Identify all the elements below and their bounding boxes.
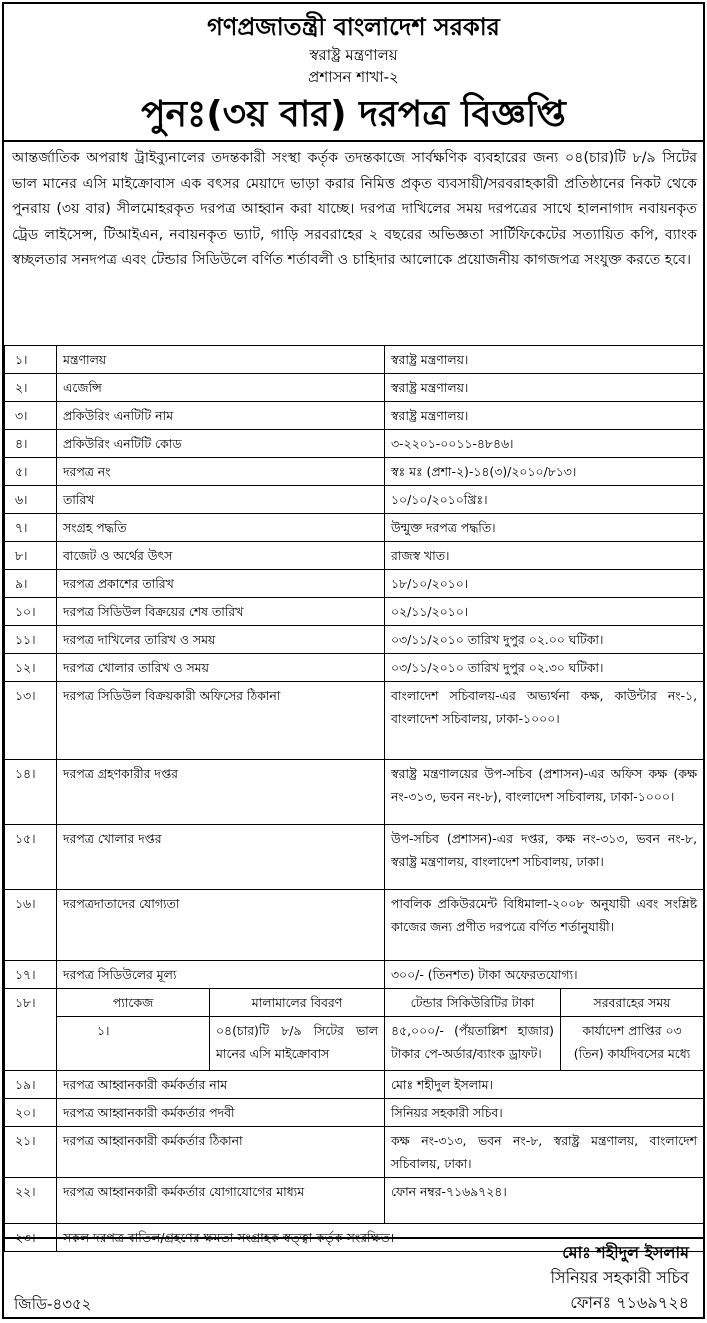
row-value: ০৩/১১/২০১০ তারিখ দুপুর ০২.০০ ঘটিকা। [385, 626, 704, 654]
table-row [5, 486, 704, 514]
gd-number: জিডি-৪৩৫২ [14, 1295, 92, 1313]
row-value: স্বঃ মঃ (প্রশা-২)-১৪(৩)/২০১০/৮১৩। [385, 458, 704, 486]
row-number: ২০। [5, 1099, 57, 1127]
row-number: ১০। [5, 598, 57, 626]
table-row [5, 989, 704, 1017]
row-label: দরপত্র নং [57, 458, 385, 486]
row-number: ১। [5, 346, 57, 374]
row-number: ৪। [5, 430, 57, 458]
row-value: ফোন নম্বর-৭১৬৯৭২৪। [385, 1178, 704, 1224]
row-number: ৬। [5, 486, 57, 514]
row-label: দরপত্র আহ্বানকারী কর্মকর্তার ঠিকানা [57, 1127, 385, 1178]
row-value: উন্মুক্ত দরপত্র পদ্ধতি। [385, 514, 704, 542]
row-label: মন্ত্রণালয় [57, 346, 385, 374]
row-label: দরপত্র সিডিউল বিক্রয়কারী অফিসের ঠিকানা [57, 682, 385, 760]
row-number: ৮। [5, 542, 57, 570]
table-row [5, 458, 704, 486]
table-row [5, 1099, 704, 1127]
table-row [5, 374, 704, 402]
table-row [5, 430, 704, 458]
row-value: সিনিয়র সহকারী সচিব। [385, 1099, 704, 1127]
row-number: ১৯। [5, 1071, 57, 1099]
row-value: মোঃ শহীদুল ইসলাম। [385, 1071, 704, 1099]
row-number: ২। [5, 374, 57, 402]
row-text: সকল দরপত্র বাতিল/গ্রহণের ক্ষমতা সংগ্রাহক স্বত্ত্বা কর্তৃক সংরক্ষিত। [57, 1224, 704, 1252]
page-title: পুনঃ(৩য় বার) দরপত্র বিজ্ঞপ্তি [141, 94, 566, 135]
signatory-phone: ফোনঃ ৭১৬৯৭২৪ [570, 1293, 689, 1312]
row-number: ১৫। [5, 825, 57, 890]
row-number: ১১। [5, 626, 57, 654]
row-number: ১৬। [5, 890, 57, 961]
row-value: ১৮/১০/২০১০। [385, 570, 704, 598]
intro-paragraph: আন্তর্জাতিক অপরাধ ট্রাইব্যুনালের তদন্তকারী সংস্থা কর্তৃক তদন্তকাজে সার্বক্ষণিক ব্যবহারের জন্য ০৪(চার)টি ৮/৯ সিটের ভাল মানের এসি মাইক্রোবাস এক বৎসর মেয়াদে ভাড়া করার নিমিত্ত প্রকৃত ব্যবসায়ী/সরবরাহকারী প্রতিষ্ঠানের নিকট থেকে পুনরায় (৩য় বার) সীলমোহরকৃত দরপত্র আহ্বান করা যাচ্ছে। দরপত্র দাখিলের সময় দরপত্রের সাথে হালনাগাদ নবায়নকৃত ট্রেড লাইসেন্স, টিআইএন, নবায়নকৃত ভ্যাট, গাড়ি সরবরাহের ২ বছরের অভিজ্ঞতা সার্টিফিকেটের সত্যায়িত কপি, ব্যাংক স্বচ্ছলতার সনদপত্র এবং টেন্ডার সিডিউলে বর্ণিত শর্তাবলী ও চাহিদার আলোকে প্রয়োজনীয় কাগজপত্র সংযুক্ত করতে হবে। [4, 140, 703, 345]
table-row [5, 760, 704, 825]
tender-notice [2, 2, 705, 1319]
row-label: সংগ্রহ পদ্ধতি [57, 514, 385, 542]
package-delivery: কার্যাদেশ প্রাপ্তির ০৩ (তিন) কার্যদিবসের মধ্যে [561, 1017, 704, 1071]
government-name: গণপ্রজাতন্ত্রী বাংলাদেশ সরকার [207, 13, 500, 41]
package-description: ০৪(চার)টি ৮/৯ সিটের ভাল মানের এসি মাইক্রোবাস [210, 1017, 385, 1071]
row-number: ২২। [5, 1178, 57, 1224]
signature-block [550, 1241, 689, 1315]
row-value: কক্ষ নং-৩১৩, ভবন নং-৮, স্বরাষ্ট্র মন্ত্রণালয়, বাংলাদেশ সচিবালয়, ঢাকা। [385, 1127, 704, 1178]
table-row [5, 654, 704, 682]
row-value: পাবলিক প্রকিউরমেন্ট বিধিমালা-২০০৮ অনুযায়ী এবং সংশ্লিষ্ট কাজের জন্য প্রণীত দরপত্রে বর্ণিত শর্তানুযায়ী। [385, 890, 704, 961]
row-number: ৯। [5, 570, 57, 598]
row-value: উপ-সচিব (প্রশাসন)-এর দপ্তর, কক্ষ নং-৩১৩, ভবন নং-৮, স্বরাষ্ট্র মন্ত্রণালয়, বাংলাদেশ সচিবালয়, ঢাকা। [385, 825, 704, 890]
row-label: দরপত্র আহ্বানকারী কর্মকর্তার যোগাযোগের মাধ্যম [57, 1178, 385, 1224]
table-row [5, 542, 704, 570]
row-number: ১৮। [5, 989, 57, 1071]
table-row [5, 890, 704, 961]
row-label: প্রকিউরিং এনটিটি নাম [57, 402, 385, 430]
table-row [5, 1017, 704, 1071]
row-number: ৭। [5, 514, 57, 542]
row-label: দরপত্র খোলার দপ্তর [57, 825, 385, 890]
table-row [5, 1127, 704, 1178]
row-label: দরপত্র খোলার তারিখ ও সময় [57, 654, 385, 682]
row-value: ৩-২২০১-০০১১-৪৮৪৬। [385, 430, 704, 458]
row-label: দরপত্র আহ্বানকারী কর্মকর্তার পদবী [57, 1099, 385, 1127]
table-row [5, 346, 704, 374]
row-number: ১৪। [5, 760, 57, 825]
row-value: স্বরাষ্ট্র মন্ত্রণালয়ের উপ-সচিব (প্রশাসন)-এর অফিস কক্ষ (কক্ষ নং-৩১৩, ভবন নং-৮), বাংলাদেশ সচিবালয়, ঢাকা-১০০০। [385, 760, 704, 825]
row-number: ২৩। [5, 1224, 57, 1252]
row-value: স্বরাষ্ট্র মন্ত্রণালয়। [385, 402, 704, 430]
row-label: দরপত্র আহ্বানকারী কর্মকর্তার নাম [57, 1071, 385, 1099]
table-row [5, 825, 704, 890]
tender-table [4, 345, 704, 1252]
row-number: ১৩। [5, 682, 57, 760]
row-value: রাজস্ব খাত। [385, 542, 704, 570]
row-value: ০২/১১/২০১০। [385, 598, 704, 626]
table-row [5, 682, 704, 760]
security-header: টেন্ডার সিকিউরিটির টাকা [385, 989, 561, 1017]
row-label: দরপত্র প্রকাশের তারিখ [57, 570, 385, 598]
delivery-header: সরবরাহের সময় [561, 989, 704, 1017]
row-label: তারিখ [57, 486, 385, 514]
row-number: ১২। [5, 654, 57, 682]
description-header: মালামালের বিবরণ [210, 989, 385, 1017]
table-row [5, 514, 704, 542]
table-row [5, 1071, 704, 1099]
signatory-designation: সিনিয়র সহকারী সচিব [550, 1268, 689, 1287]
row-label: দরপত্র সিডিউলের মূল্য [57, 961, 385, 989]
row-label: বাজেট ও অর্থের উৎস [57, 542, 385, 570]
table-row [5, 570, 704, 598]
package-number: ১। [57, 1017, 210, 1071]
package-header: প্যাকেজ [57, 989, 210, 1017]
row-number: ৫। [5, 458, 57, 486]
row-label: দরপত্র সিডিউল বিক্রয়ের শেষ তারিখ [57, 598, 385, 626]
row-value: স্বরাষ্ট্র মন্ত্রণালয়। [385, 346, 704, 374]
footer-divider [4, 1237, 703, 1239]
row-value: ৩০০/- (তিনশত) টাকা অফেরতযোগ্য। [385, 961, 704, 989]
row-number: ২১। [5, 1127, 57, 1178]
row-value: বাংলাদেশ সচিবালয়-এর অভ্যর্থনা কক্ষ, কাউন্টার নং-১, বাংলাদেশ সচিবালয়, ঢাকা-১০০০। [385, 682, 704, 760]
row-label: এজেন্সি [57, 374, 385, 402]
row-value: স্বরাষ্ট্র মন্ত্রণালয়। [385, 374, 704, 402]
table-row [5, 626, 704, 654]
table-row [5, 961, 704, 989]
table-row [5, 1178, 704, 1224]
ministry-name: স্বরাষ্ট্র মন্ত্রণালয় [309, 46, 398, 64]
table-row [5, 402, 704, 430]
row-value: ১০/১০/২০১০খ্রিঃ। [385, 486, 704, 514]
signatory-name: মোঃ শহীদুল ইসলাম [562, 1243, 689, 1262]
row-label: দরপত্রদাতাদের যোগ্যতা [57, 890, 385, 961]
package-security: ৪৫,০০০/- (পঁয়তাল্লিশ হাজার) টাকার পে-অর্ডার/ব্যাংক ড্রাফট। [385, 1017, 561, 1071]
section-name: প্রশাসন শাখা-২ [308, 68, 399, 86]
header [4, 12, 703, 140]
row-label: প্রকিউরিং এনটিটি কোড [57, 430, 385, 458]
row-number: ১৭। [5, 961, 57, 989]
row-number: ৩। [5, 402, 57, 430]
row-label: দরপত্র গ্রহণকারীর দপ্তর [57, 760, 385, 825]
row-label: দরপত্র দাখিলের তারিখ ও সময় [57, 626, 385, 654]
table-row [5, 598, 704, 626]
row-value: ০৩/১১/২০১০ তারিখ দুপুর ০২.৩০ ঘটিকা। [385, 654, 704, 682]
